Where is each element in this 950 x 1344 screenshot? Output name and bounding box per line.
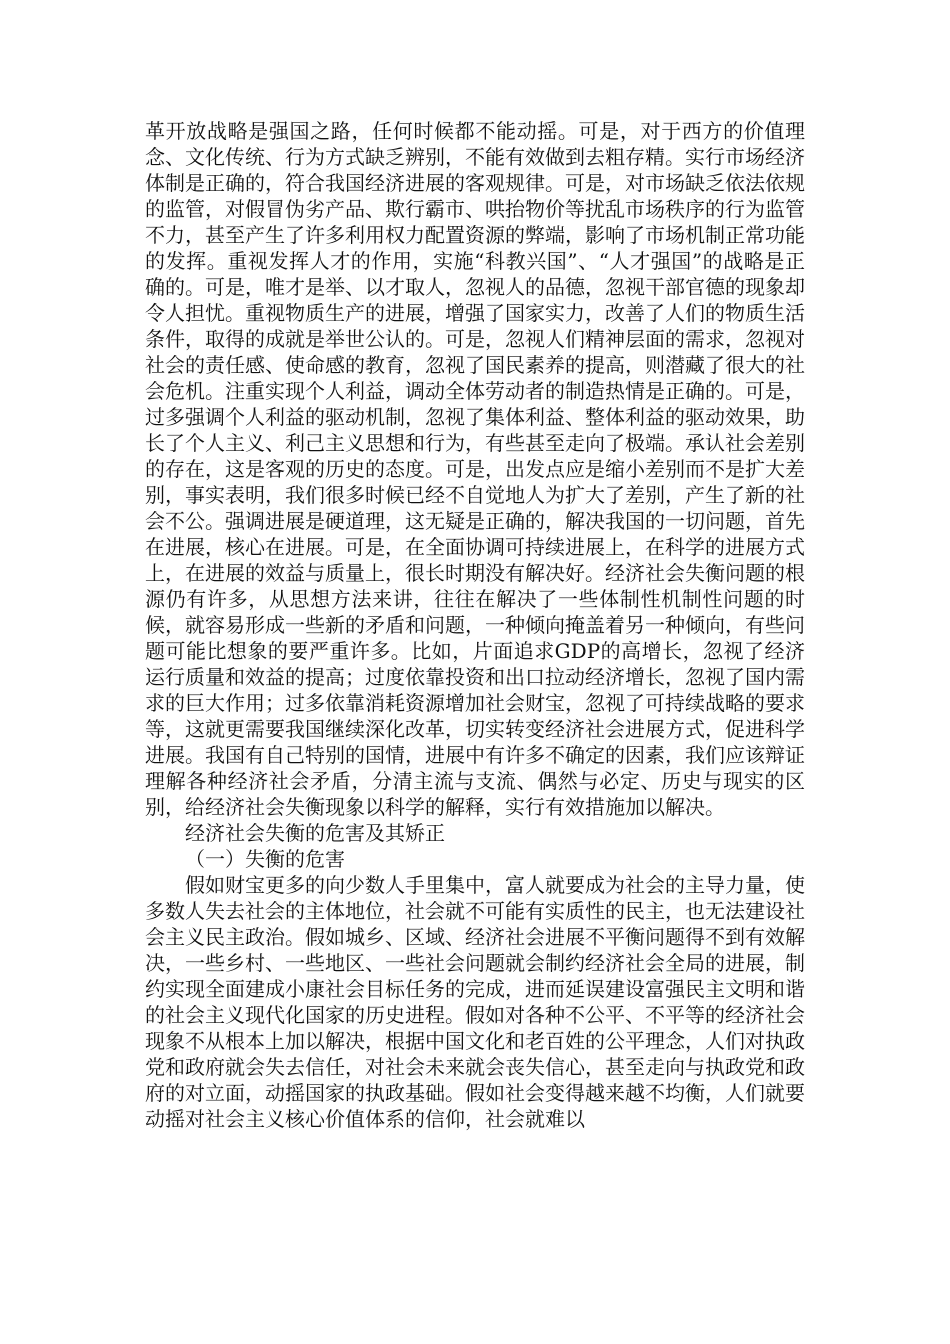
subsection-heading: （一）失衡的危害 (185, 847, 345, 871)
section-heading: 经济社会失衡的危害及其矫正 (185, 821, 445, 845)
document-page (145, 118, 805, 1132)
body-paragraph: 假如财宝更多的向少数人手里集中，富人就要成为社会的主导力量，使多数人失去社会的主体地位，社会就不可能有实质性的民主，也无法建设社会主义民主政治。假如城乡、区域、经济社会进展不平衡问题得不到有效解决，一些乡村、一些地区、一些社会问题就会制约经济社会全局的进展，制约实现全面建成小康社会目标任务的完成，进而延误建设富强民主文明和谐的社会主义现代化国家的历史进程。假如对各种不公平、不平等的经济社会现象不从根本上加以解决，根据中国文化和老百姓的公平理念，人们对执政党和政府就会失去信任，对社会未来就会丧失信心，甚至走向与执政党和政府的对立面，动摇国家的执政基础。假如社会变得越来越不均衡，人们就要动摇对社会主义核心价值体系的信仰，社会就难以 (145, 873, 805, 1131)
body-paragraph-continued: 革开放战略是强国之路，任何时候都不能动摇。可是，对于西方的价值理念、文化传统、行为方式缺乏辨别，不能有效做到去粗存精。实行市场经济体制是正确的，符合我国经济进展的客观规律。可是，对市场缺乏依法依规的监管，对假冒伪劣产品、欺行霸市、哄抬物价等扰乱市场秩序的行为监管不力，甚至产生了许多利用权力配置资源的弊端，影响了市场机制正常功能的发挥。重视发挥人才的作用，实施“科教兴国”、“人才强国”的战略是正确的。可是，唯才是举、以才取人，忽视人的品德，忽视干部官德的现象却令人担忧。重视物质生产的进展，增强了国家实力，改善了人们的物质生活条件，取得的成就是举世公认的。可是，忽视人们精神层面的需求，忽视对社会的责任感、使命感的教育，忽视了国民素养的提高，则潜藏了很大的社会危机。注重实现个人利益，调动全体劳动者的制造热情是正确的。可是，过多强调个人利益的驱动机制，忽视了集体利益、整体利益的驱动效果，助长了个人主义、利己主义思想和行为，有些甚至走向了极端。承认社会差别的存在，这是客观的历史的态度。可是，出发点应是缩小差别而不是扩大差别，事实表明，我们很多时候已经不自觉地人为扩大了差别，产生了新的社会不公。强调进展是硬道理，这无疑是正确的，解决我国的一切问题，首先在进展，核心在进展。可是，在全面协调可持续进展上，在科学的进展方式上，在进展的效益与质量上，很长时期没有解决好。经济社会失衡问题的根源仍有许多，从思想方法来讲，往往在解决了一些体制性机制性问题的时候，就容易形成一些新的矛盾和问题，一种倾向掩盖着另一种倾向，有些问题可能比想象的要严重许多。比如，片面追求GDP的高增长，忽视了经济运行质量和效益的提高；过度依靠投资和出口拉动经济增长，忽视了国内需求的巨大作用；过多依靠消耗资源增加社会财宝，忽视了可持续战略的要求等，这就更需要我国继续深化改革，切实转变经济社会进展方式，促进科学进展。我国有自己特别的国情，进展中有许多不确定的因素，我们应该辩证理解各种经济社会矛盾，分清主流与支流、偶然与必定、历史与现实的区别，给经济社会失衡现象以科学的解释，实行有效措施加以解决。 (145, 119, 805, 819)
